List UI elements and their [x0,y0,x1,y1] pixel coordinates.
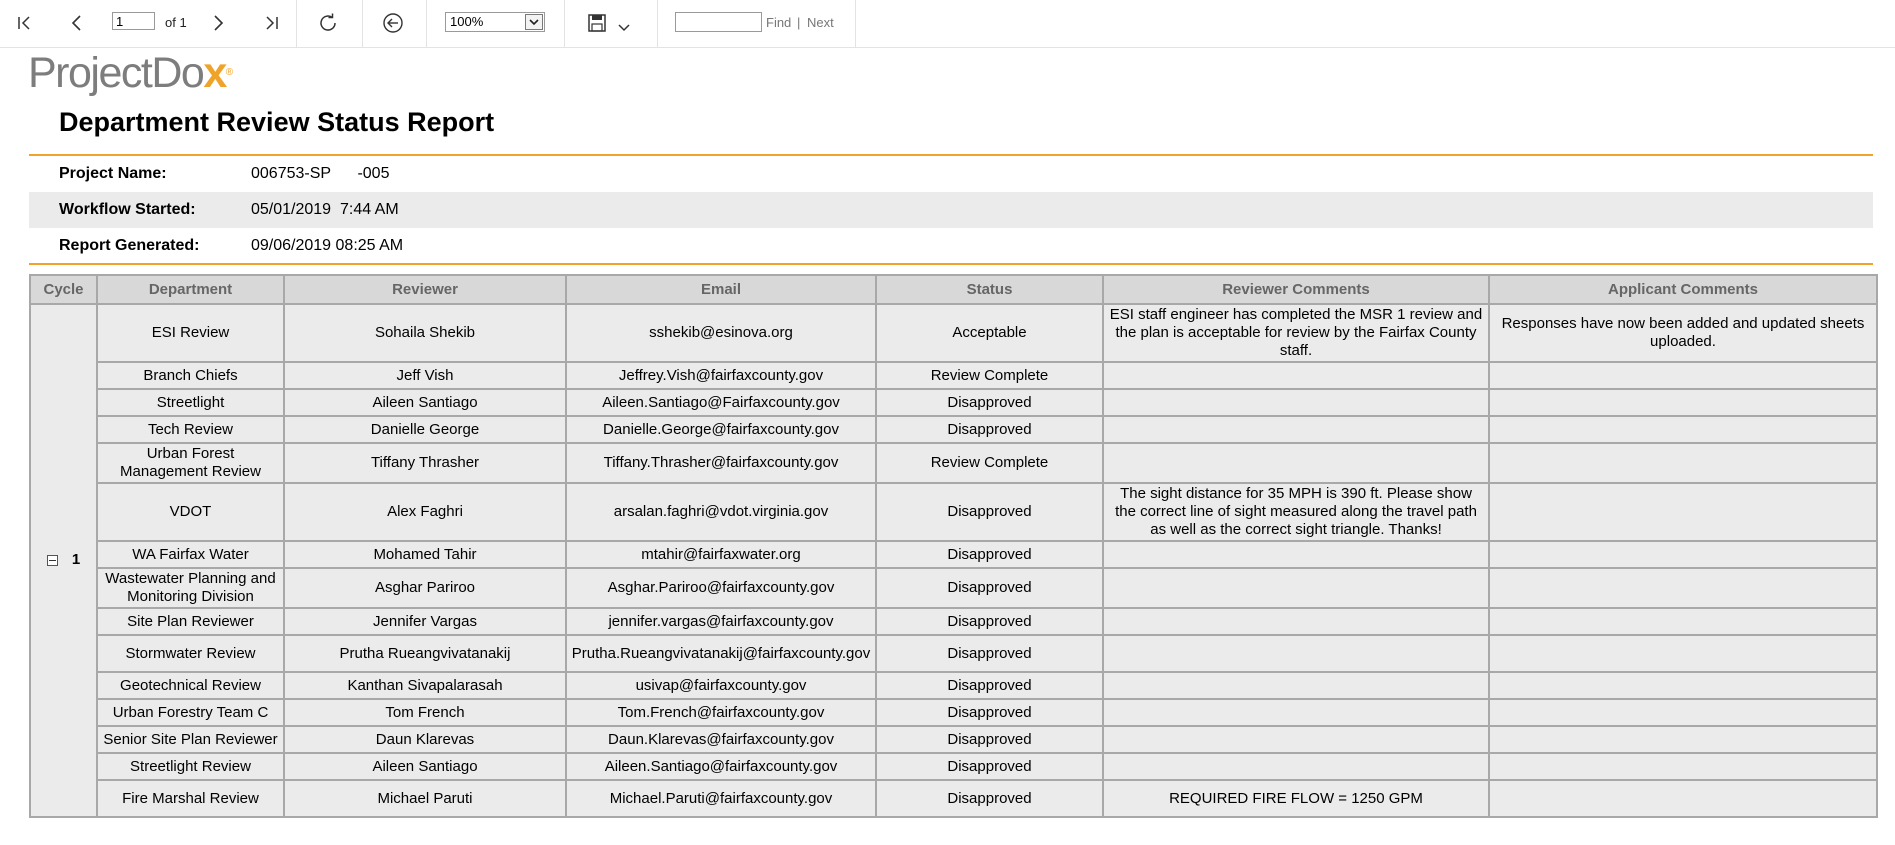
find-group [657,0,856,47]
department-cell: Site Plan Reviewer [97,608,284,635]
find-input[interactable] [675,12,762,32]
email-cell: Tiffany.Thrasher@fairfaxcounty.gov [566,443,876,483]
table-row [30,635,1877,672]
collapse-toggle-icon[interactable] [47,555,58,566]
applicant-comments-cell [1489,608,1877,635]
find-separator: | [797,15,801,30]
reviewer-cell: Alex Faghri [284,483,566,541]
previous-page-button[interactable] [64,10,90,36]
table-row [30,753,1877,780]
workflow-started-row [29,192,1873,228]
status-cell: Disapproved [876,753,1103,780]
department-cell: Urban Forestry Team C [97,699,284,726]
projectdox-logo: ProjectDox® [28,49,232,97]
reviewer-comments-cell [1103,726,1489,753]
email-cell: Tom.French@fairfaxcounty.gov [566,699,876,726]
applicant-comments-cell [1489,635,1877,672]
department-cell: Tech Review [97,416,284,443]
refresh-icon [316,11,340,35]
applicant-comments-cell [1489,416,1877,443]
review-status-table [29,274,1878,818]
next-link[interactable]: Next [807,15,834,30]
status-cell: Disapproved [876,726,1103,753]
department-cell: Branch Chiefs [97,362,284,389]
reviewer-comments-cell [1103,635,1489,672]
department-cell: Streetlight [97,389,284,416]
last-page-icon [262,14,280,32]
column-header-reviewer-comments: Reviewer Comments [1103,275,1489,304]
report-generated-row [29,228,1873,264]
applicant-comments-cell [1489,672,1877,699]
export-dropdown-button[interactable] [611,14,637,40]
reviewer-cell: Tiffany Thrasher [284,443,566,483]
email-cell: arsalan.faghri@vdot.virginia.gov [566,483,876,541]
report-title: Department Review Status Report [59,107,495,137]
page-count-label: of 1 [165,15,187,30]
status-cell: Disapproved [876,608,1103,635]
reviewer-cell: Mohamed Tahir [284,541,566,568]
applicant-comments-cell [1489,362,1877,389]
table-row [30,568,1877,608]
column-header-cycle: Cycle [30,275,97,304]
reviewer-cell: Prutha Rueangvivatanakij [284,635,566,672]
chevron-left-icon [68,14,86,32]
dropdown-arrow-icon[interactable] [525,14,543,30]
reviewer-comments-cell: REQUIRED FIRE FLOW = 1250 GPM [1103,780,1489,817]
table-row [30,726,1877,753]
column-header-email: Email [566,275,876,304]
status-cell: Disapproved [876,483,1103,541]
table-row [30,304,1877,362]
report-generated-value: 09/06/2019 08:25 AM [251,237,404,254]
reviewer-comments-cell [1103,443,1489,483]
refresh-button[interactable] [315,10,341,36]
find-link[interactable]: Find [766,15,792,30]
applicant-comments-cell [1489,541,1877,568]
back-to-parent-button[interactable] [380,10,406,36]
department-cell: Streetlight Review [97,753,284,780]
reviewer-cell: Sohaila Shekib [284,304,566,362]
status-cell: Disapproved [876,568,1103,608]
status-cell: Disapproved [876,699,1103,726]
reviewer-comments-cell [1103,541,1489,568]
project-name-value: 006753-SP -005 [251,165,390,182]
reviewer-cell: Danielle George [284,416,566,443]
applicant-comments-cell [1489,726,1877,753]
save-icon [587,13,607,33]
workflow-started-label: Workflow Started: [59,201,196,218]
department-cell: VDOT [97,483,284,541]
navigation-group [0,0,297,47]
applicant-comments-cell [1489,699,1877,726]
applicant-comments-cell [1489,443,1877,483]
department-cell: Geotechnical Review [97,672,284,699]
email-cell: Danielle.George@fairfaxcounty.gov [566,416,876,443]
status-cell: Review Complete [876,443,1103,483]
first-page-icon [16,14,34,32]
table-row [30,362,1877,389]
table-row [30,780,1877,817]
table-header-row [30,275,1877,304]
reviewer-cell: Jeff Vish [284,362,566,389]
email-cell: mtahir@fairfaxwater.org [566,541,876,568]
header-divider-bottom [29,263,1873,265]
status-cell: Review Complete [876,362,1103,389]
reviewer-comments-cell [1103,753,1489,780]
reviewer-comments-cell [1103,416,1489,443]
reviewer-comments-cell [1103,568,1489,608]
column-header-status: Status [876,275,1103,304]
reviewer-comments-cell [1103,608,1489,635]
reviewer-cell: Kanthan Sivapalarasah [284,672,566,699]
back-group [362,0,427,47]
report-toolbar [0,0,1895,48]
export-button[interactable] [584,10,610,36]
email-cell: Michael.Paruti@fairfaxcounty.gov [566,780,876,817]
table-row [30,483,1877,541]
table-row [30,541,1877,568]
reviewer-comments-cell [1103,699,1489,726]
reviewer-cell: Aileen Santiago [284,753,566,780]
table-row [30,672,1877,699]
email-cell: Jeffrey.Vish@fairfaxcounty.gov [566,362,876,389]
email-cell: Aileen.Santiago@fairfaxcounty.gov [566,753,876,780]
table-row [30,443,1877,483]
column-header-reviewer: Reviewer [284,275,566,304]
chevron-down-icon [618,22,630,32]
status-cell: Disapproved [876,389,1103,416]
reviewer-cell: Asghar Pariroo [284,568,566,608]
table-row [30,416,1877,443]
department-cell: WA Fairfax Water [97,541,284,568]
reviewer-cell: Daun Klarevas [284,726,566,753]
status-cell: Disapproved [876,541,1103,568]
column-header-applicant-comments: Applicant Comments [1489,275,1877,304]
project-name-label: Project Name: [59,165,167,182]
reviewer-cell: Jennifer Vargas [284,608,566,635]
column-header-department: Department [97,275,284,304]
workflow-started-value: 05/01/2019 7:44 AM [251,201,399,218]
zoom-group [426,0,565,47]
cycle-cell [30,304,97,817]
project-name-row [29,156,1873,192]
email-cell: jennifer.vargas@fairfaxcounty.gov [566,608,876,635]
reviewer-comments-cell: The sight distance for 35 MPH is 390 ft. Please show the correct line of sight measured along the travel path as well as the correct sight triangle. Thanks! [1103,483,1489,541]
applicant-comments-cell: Responses have now been added and updated sheets uploaded. [1489,304,1877,362]
email-cell: Daun.Klarevas@fairfaxcounty.gov [566,726,876,753]
status-cell: Disapproved [876,780,1103,817]
reviewer-comments-cell [1103,389,1489,416]
report-generated-label: Report Generated: [59,237,200,254]
back-arrow-icon [381,11,405,35]
reviewer-cell: Tom French [284,699,566,726]
status-cell: Acceptable [876,304,1103,362]
applicant-comments-cell [1489,483,1877,541]
next-page-button[interactable] [205,10,231,36]
email-cell: Aileen.Santiago@Fairfaxcounty.gov [566,389,876,416]
email-cell: Asghar.Pariroo@fairfaxcounty.gov [566,568,876,608]
table-row [30,608,1877,635]
page-number-input[interactable] [112,12,155,30]
refresh-group [296,0,363,47]
first-page-button[interactable] [12,10,38,36]
zoom-select[interactable] [445,12,545,32]
applicant-comments-cell [1489,780,1877,817]
reviewer-cell: Aileen Santiago [284,389,566,416]
department-cell: Wastewater Planning and Monitoring Division [97,568,284,608]
zoom-value: 100% [450,14,484,29]
email-cell: sshekib@esinova.org [566,304,876,362]
reviewer-comments-cell [1103,362,1489,389]
email-cell: usivap@fairfaxcounty.gov [566,672,876,699]
applicant-comments-cell [1489,389,1877,416]
email-cell: Prutha.Rueangvivatanakij@fairfaxcounty.gov [566,635,876,672]
applicant-comments-cell [1489,753,1877,780]
department-cell: Fire Marshal Review [97,780,284,817]
department-cell: Stormwater Review [97,635,284,672]
status-cell: Disapproved [876,672,1103,699]
table-body [30,304,1877,817]
department-cell: Urban Forest Management Review [97,443,284,483]
status-cell: Disapproved [876,635,1103,672]
reviewer-cell: Michael Paruti [284,780,566,817]
last-page-button[interactable] [258,10,284,36]
department-cell: Senior Site Plan Reviewer [97,726,284,753]
cycle-number: 1 [71,551,81,569]
reviewer-comments-cell: ESI staff engineer has completed the MSR 1 review and the plan is acceptable for review by the Fairfax County staff. [1103,304,1489,362]
status-cell: Disapproved [876,416,1103,443]
chevron-right-icon [209,14,227,32]
applicant-comments-cell [1489,568,1877,608]
department-cell: ESI Review [97,304,284,362]
export-group [564,0,658,47]
table-row [30,699,1877,726]
reviewer-comments-cell [1103,672,1489,699]
table-row [30,389,1877,416]
